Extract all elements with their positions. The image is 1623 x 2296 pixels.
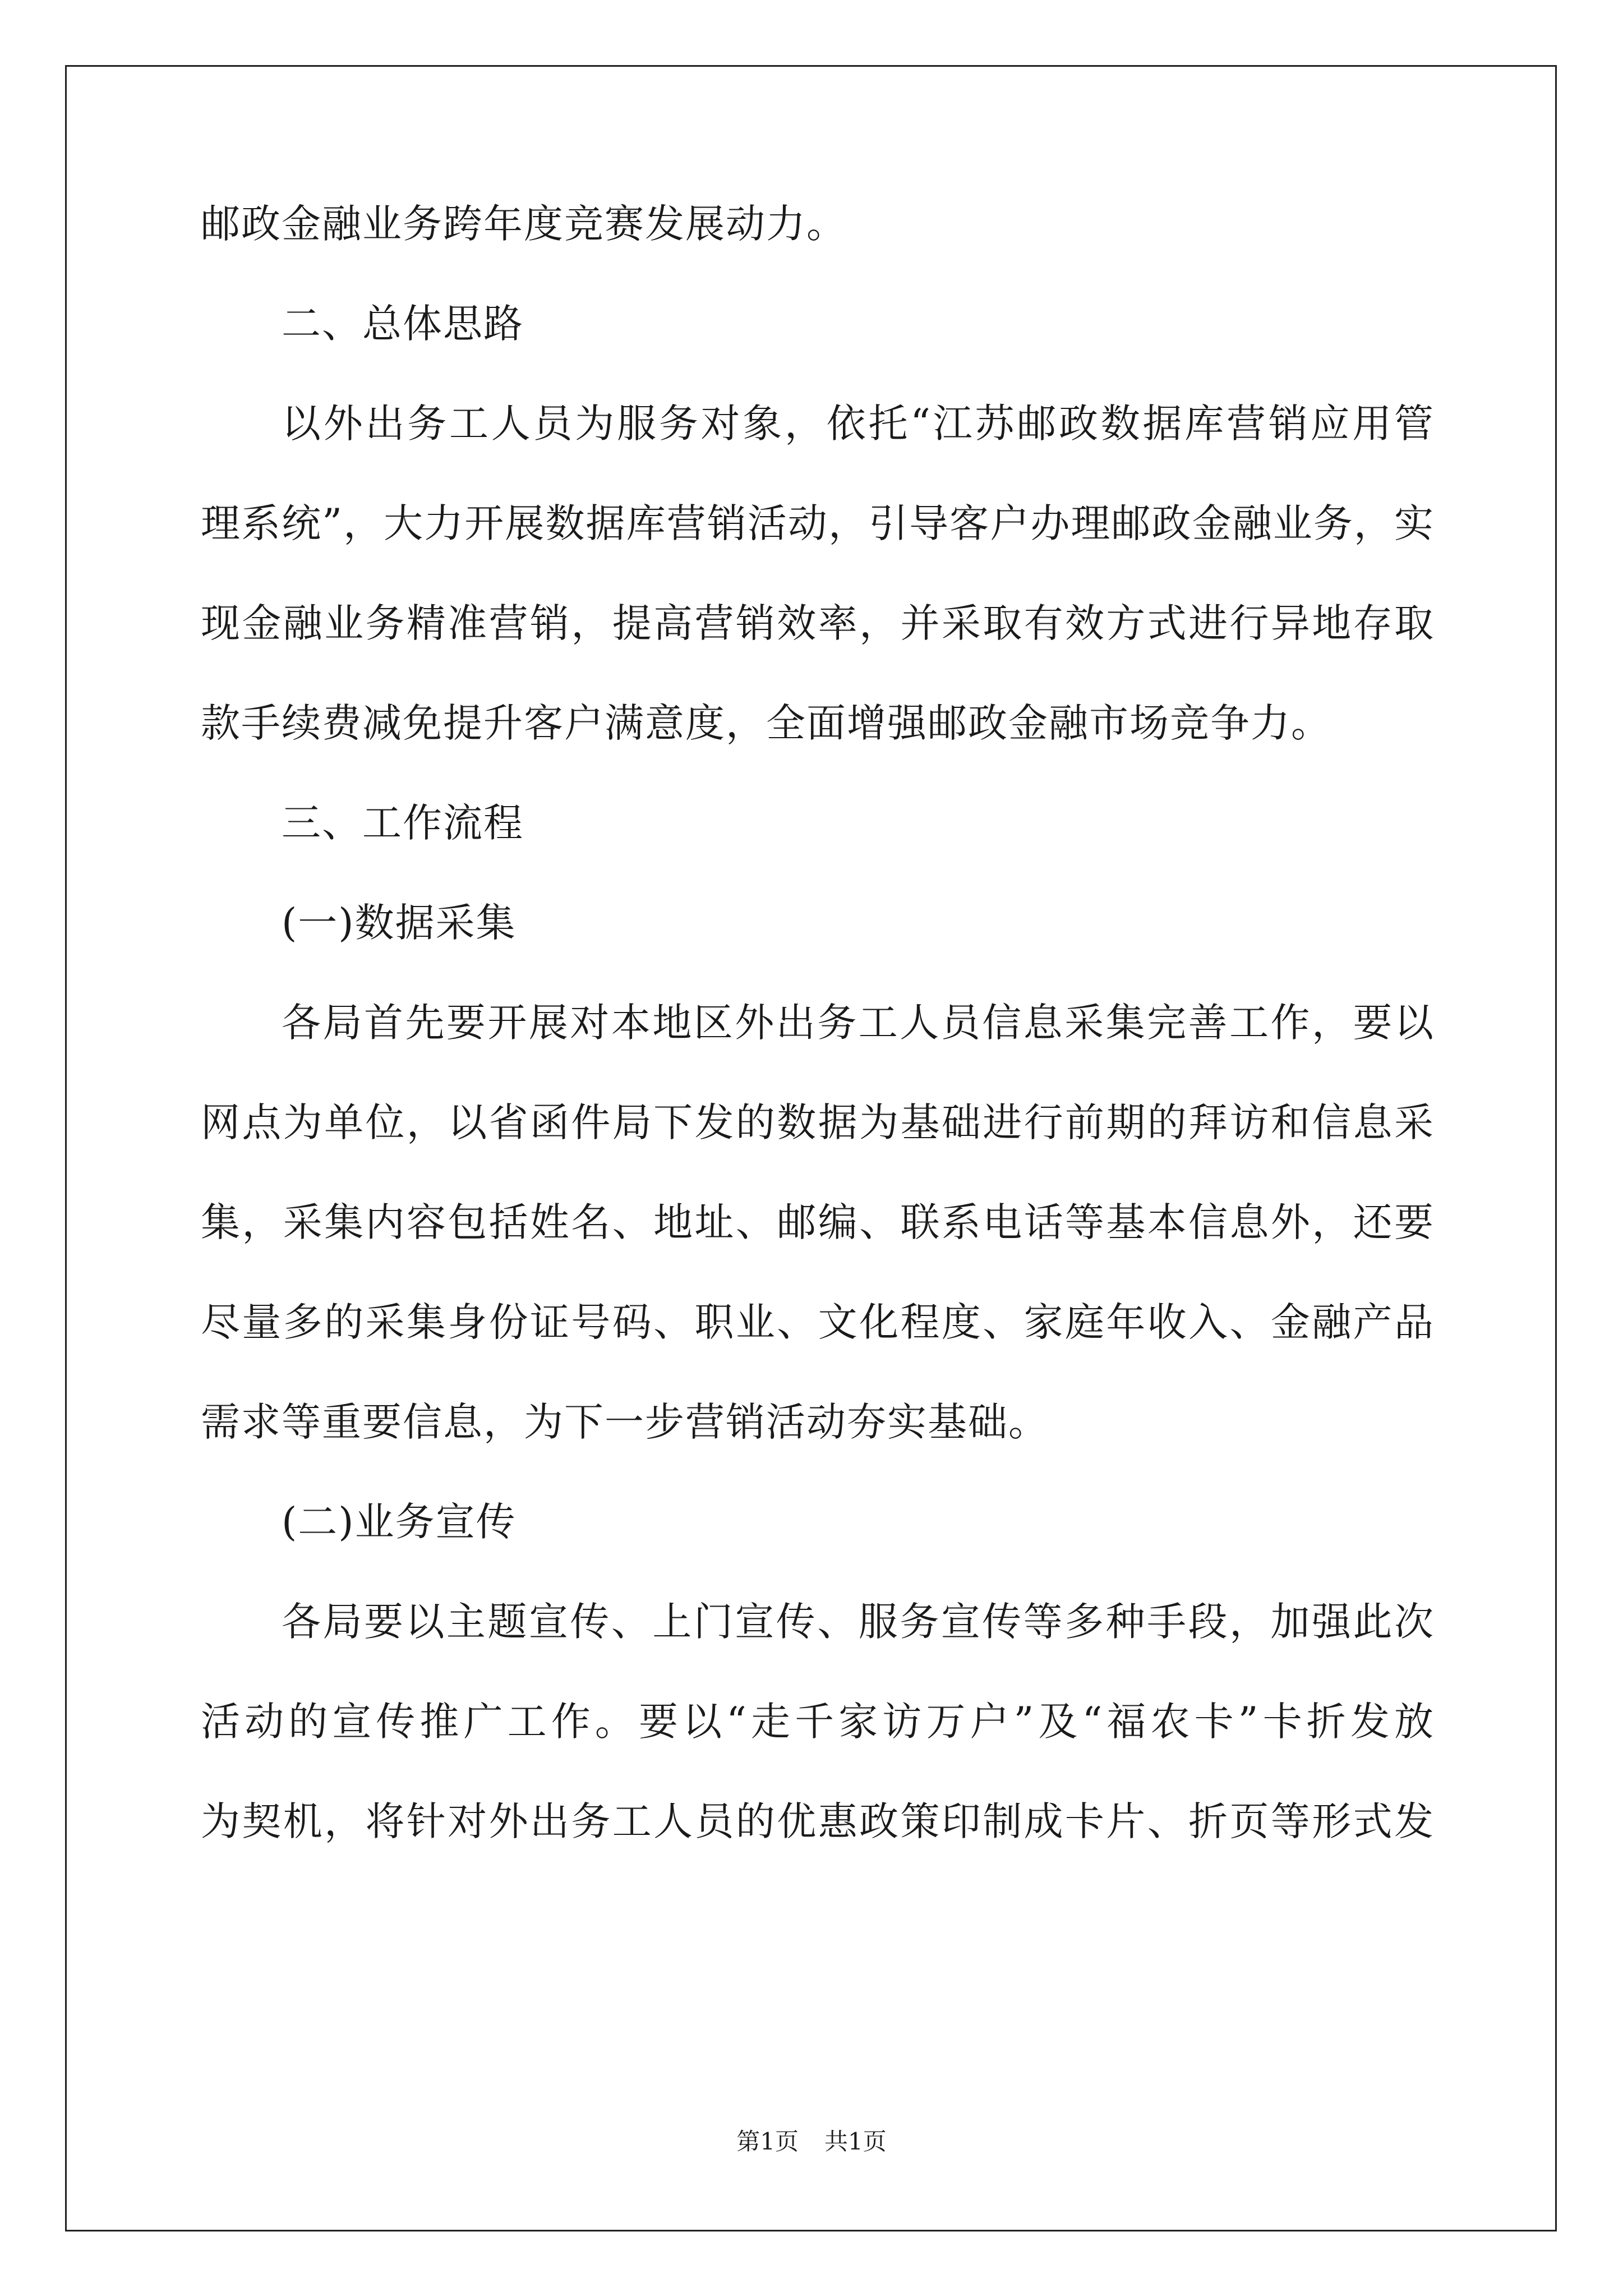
subsection-heading-business-promotion: (二)业务宣传 — [282, 1499, 517, 1545]
paragraph-line: 集，采集内容包括姓名、地址、邮编、联系电话等基本信息外，还要 — [201, 1199, 1435, 1245]
paragraph-line: 活动的宣传推广工作。要以“走千家访万户”及“福农卡”卡折发放 — [201, 1699, 1435, 1745]
paragraph-line: 尽量多的采集身份证号码、职业、文化程度、家庭年收入、金融产品 — [201, 1299, 1435, 1345]
page-footer — [0, 2126, 1623, 2157]
subsection-heading-data-collection: (一)数据采集 — [282, 900, 517, 946]
page-number: 第1页 — [736, 2128, 799, 2155]
paragraph-line: 各局要以主题宣传、上门宣传、服务宣传等多种手段，加强此次 — [282, 1599, 1435, 1645]
paragraph-line: 各局首先要开展对本地区外出务工人员信息采集完善工作，要以 — [282, 1000, 1435, 1046]
section-heading-workflow: 三、工作流程 — [282, 800, 524, 846]
page-total: 共1页 — [824, 2128, 887, 2155]
paragraph-line: 款手续费减免提升客户满意度，全面增强邮政金融市场竞争力。 — [201, 700, 1331, 746]
section-heading-overall-approach: 二、总体思路 — [282, 301, 524, 347]
paragraph-line: 现金融业务精准营销，提高营销效率，并采取有效方式进行异地存取 — [201, 600, 1435, 646]
paragraph-line: 网点为单位，以省函件局下发的数据为基础进行前期的拜访和信息采 — [201, 1099, 1435, 1145]
paragraph-line: 为契机，将针对外出务工人员的优惠政策印制成卡片、折页等形式发 — [201, 1798, 1435, 1844]
paragraph-line: 以外出务工人员为服务对象，依托“江苏邮政数据库营销应用管 — [282, 401, 1435, 447]
paragraph-line: 理系统”，大力开展数据库营销活动，引导客户办理邮政金融业务，实 — [201, 500, 1435, 546]
document-body — [201, 199, 1435, 1897]
paragraph-line: 邮政金融业务跨年度竞赛发展动力。 — [201, 201, 847, 247]
paragraph-line: 需求等重要信息，为下一步营销活动夯实基础。 — [201, 1399, 1049, 1445]
